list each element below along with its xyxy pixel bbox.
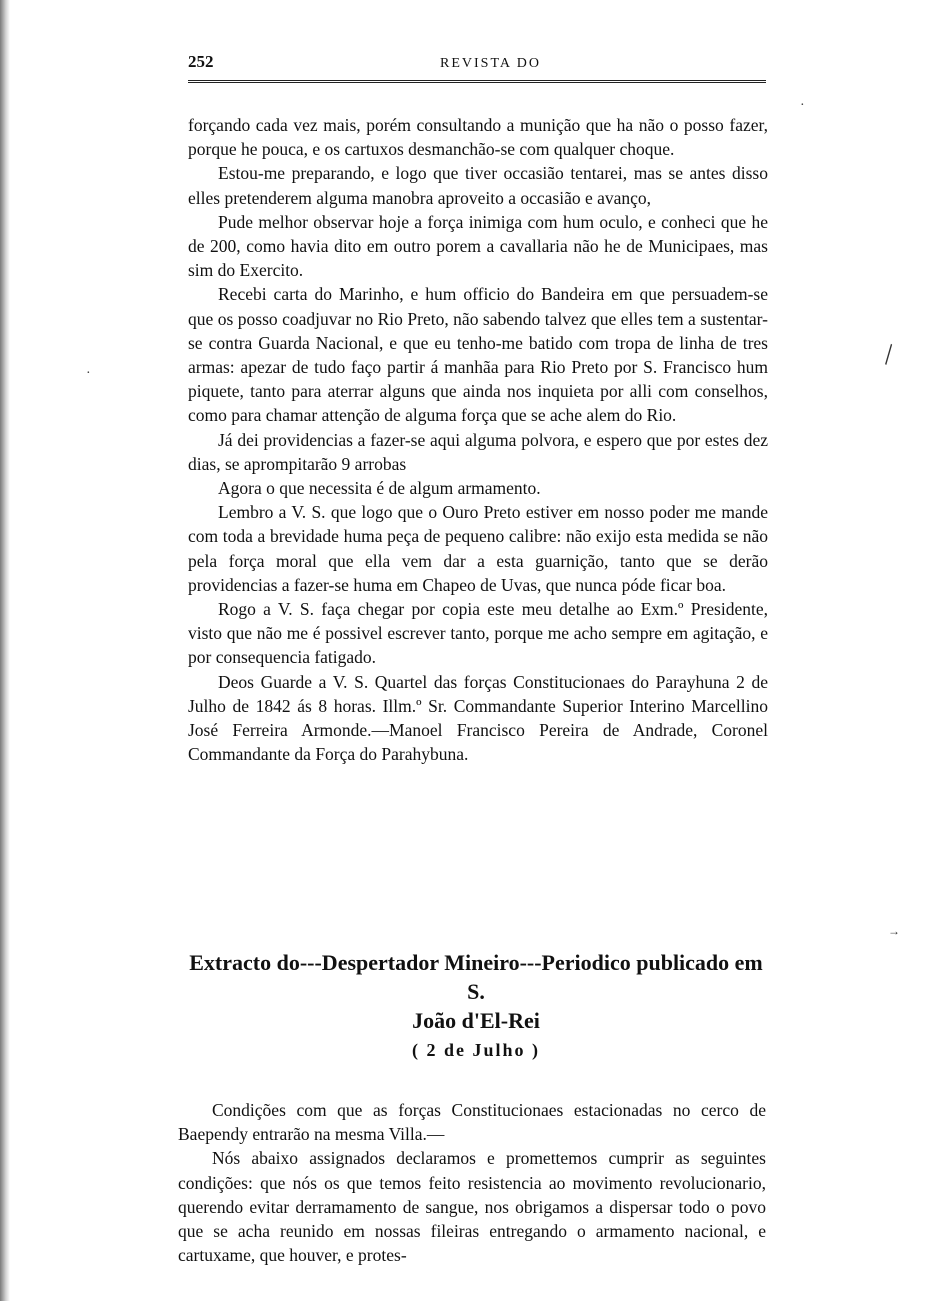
ink-dot: · — [800, 98, 805, 113]
section-date: ( 2 de Julho ) — [411, 1040, 540, 1060]
paragraph: Recebi carta do Marinho, e hum officio do Bandeira em que persuadem-se que os posso coadjuvar no Rio Preto, não sabendo talvez que elles tem a sustentar-se contra Guarda Nacional, e que eu tenho-me batido com tropa de linha de tres armas: apezar de tudo faço partir á manhãa para Rio Preto por S. Francisco hum piquete, tanto para aterrar alguns que ainda nos inquieta por alli com conselhos, como para chamar attenção de alguma força que se ache alem do Rio. — [188, 284, 768, 426]
paragraph: Pude melhor observar hoje a força inimiga com hum oculo, e conheci que he de 200, como havia dito em outro porem a cavallaria não he de Municipaes, mas sim do Exercito. — [188, 211, 768, 281]
section-title-line: Extracto do---Despertador Mineiro---Periodico publicado em S. — [189, 950, 763, 1004]
paragraph: Estou-me preparando, e logo que tiver occasião tentarei, mas se antes disso elles pretenderem alguma manobra aproveito a occasião e avanço, — [188, 163, 768, 208]
section-title — [180, 948, 772, 1035]
header-rule — [188, 80, 766, 83]
running-head: REVISTA DO — [440, 56, 541, 71]
paragraph: Deos Guarde a V. S. Quartel das forças Constitucionaes do Parayhuna 2 de Julho de 1842 ás 8 horas. Illm.º Sr. Commandante Superior Interino Marcellino José Ferreira Armonde.—Manoel Francisco Pereira de Andrade, Coronel Commandante da Força do Parahybuna. — [188, 671, 768, 765]
paragraph: forçando cada vez mais, porém consultando a munição que ha não o posso fazer, porque he pouca, e os cartuxos desmanchão-se com qualquer choque. — [188, 115, 768, 160]
section-title-line: João d'El-Rei — [412, 1008, 540, 1033]
paragraph: Lembro a V. S. que logo que o Ouro Preto estiver em nosso poder me mande com toda a brevidade huma peça de pequeno calibre: não exijo esta medida se não pela força moral que ella vem dar a esta guarnição, tanto que se derão providencias a fazer-se huma em Chapeo de Uvas, que nunca póde ficar boa. — [188, 502, 768, 595]
letter-body — [188, 113, 768, 766]
paragraph: Condições com que as forças Constitucionaes estacionadas no cerco de Baependy entrarão na mesma Villa.— — [178, 1100, 766, 1145]
paragraph: Agora o que necessita é de algum armamento. — [218, 478, 541, 499]
paragraph: Nós abaixo assignados declaramos e promettemos cumprir as seguintes condições: que nós os que temos feito resistencia ao movimento revolucionario, querendo evitar derramamento de sangue, nos obrigamos a dispersar todo o povo que se acha reunido em nossas fileiras entregando o armamento nacional, e cartuxame, que houver, e protes- — [178, 1148, 766, 1266]
ink-mark: → — [888, 924, 900, 938]
paragraph: Já dei providencias a fazer-se aqui alguma polvora, e espero que por estes dez dias, se aprompitarão 9 arrobas — [188, 429, 768, 474]
ink-dot: · — [86, 366, 91, 381]
page-number: 252 — [188, 52, 214, 71]
scan-edge-shadow — [0, 0, 10, 1301]
extract-body — [178, 1098, 766, 1267]
ink-mark: \ — [875, 338, 902, 371]
paragraph: Rogo a V. S. faça chegar por copia este meu detalhe ao Exm.º Presidente, visto que não me é possivel escrever tanto, porque me acho sempre em agitação, e por consequencia fatigado. — [188, 599, 768, 668]
